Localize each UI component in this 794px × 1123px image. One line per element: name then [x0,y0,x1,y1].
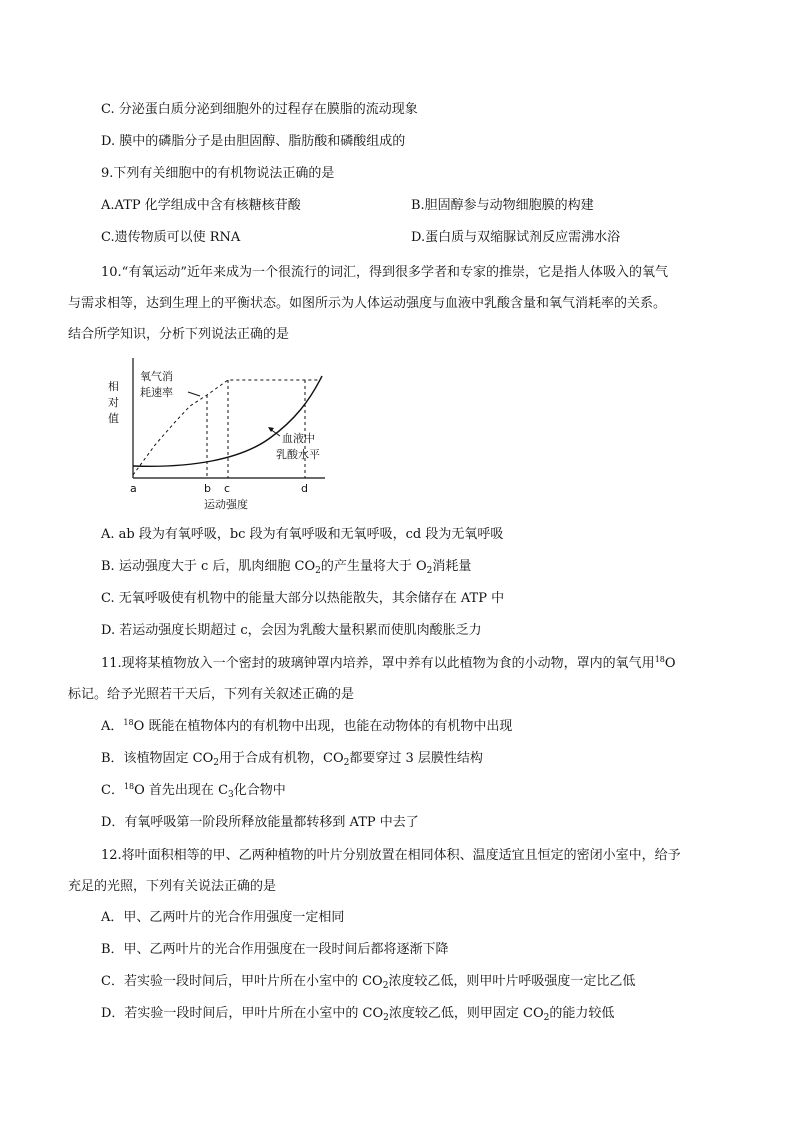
q11-option-d: D．有氧呼吸第一阶段所释放能量都转移到 ATP 中去了 [101,815,419,830]
q12-option-a: A．甲、乙两叶片的光合作用强度一定相同 [101,910,345,925]
q11-option-a: A．$^{18}$O 既能在植物体内的有机物中出现，也能在动物体的有机物中出现 [101,718,513,734]
q10-stem-line1: 10.“有氧运动”近年来成为一个很流行的词汇，得到很多学者和专家的推崇，它是指人体吸入的氧气 [101,265,668,280]
o2-pointer [188,392,200,396]
tick-c: c [224,482,231,495]
y-label-3: 值 [108,412,119,425]
q9-option-c: C.遗传物质可以使 RNA [101,230,241,245]
q10-stem-line2: 与需求相等，达到生理上的平衡状态。如图所示为人体运动强度与血液中乳酸含量和氧气消耗率的关系。 [68,296,667,311]
q10-option-d: D. 若运动强度长期超过 c，会因为乳酸大量积累而使肌肉酸胀乏力 [101,623,482,638]
tick-a: a [130,482,137,495]
q10-option-c: C. 无氧呼吸使有机物中的能量大部分以热能散失，其余储存在 ATP 中 [101,591,505,606]
q10-figure [100,350,330,515]
q11-stem-line2: 标记。给予光照若干天后，下列有关叙述正确的是 [68,687,355,702]
q9-stem: 9.下列有关细胞中的有机物说法正确的是 [101,166,335,181]
q12-stem-line1: 12.将叶面积相等的甲、乙两种植物的叶片分别放置在相同体积、温度适宜且恒定的密闭小室中，给予 [101,848,681,863]
q10-option-b: B. 运动强度大于 c 后，肌肉细胞 $CO_2$的产生量将大于 $O_2$消耗量 [101,559,472,576]
q12-option-c: C．若实验一段时间后，甲叶片所在小室中的 $CO_2$浓度较乙低，则甲叶片呼吸强度一定比乙低 [101,974,636,991]
lactate-label-2: 乳酸水平 [276,448,320,461]
q11-option-c: C．$^{18}$O 首先出现在 $C_3$化合物中 [101,782,286,800]
q12-option-d: D．若实验一段时间后，甲叶片所在小室中的 $CO_2$浓度较乙低，则甲固定 $CO_2$的能力较低 [101,1006,615,1023]
q12-option-b: B．甲、乙两叶片的光合作用强度在一段时间后都将逐渐下降 [101,942,449,957]
q10-stem-line3: 结合所学知识，分析下列说法正确的是 [68,327,290,342]
q8-option-c: C. 分泌蛋白质分泌到细胞外的过程存在膜脂的流动现象 [101,102,418,117]
q11-stem-line1: 11.现将某植物放入一个密封的玻璃钟罩内培养，罩中养有以此植物为食的小动物，罩内的氧气用$^{18}$O [101,655,676,671]
q10-option-a: A. ab 段为有氧呼吸，bc 段为有氧呼吸和无氧呼吸，cd 段为无氧呼吸 [101,527,504,542]
q9-option-a: A.ATP 化学组成中含有核糖核苷酸 [101,198,301,213]
q9-option-b: B.胆固醇参与动物细胞膜的构建 [411,198,594,213]
o2-label-2: 耗速率 [140,386,173,399]
x-label: 运动强度 [204,498,248,511]
q8-option-d: D. 膜中的磷脂分子是由胆固醇、脂肪酸和磷酸组成的 [101,134,406,149]
y-label-1: 相 [108,380,119,393]
q9-option-d: D.蛋白质与双缩脲试剂反应需沸水浴 [411,230,621,245]
lactate-label-1: 血液中 [282,432,315,445]
y-label-2: 对 [108,396,119,409]
tick-b: b [204,482,211,495]
q11-option-b: B．该植物固定 $CO_2$用于合成有机物，$CO_2$都要穿过 3 层膜性结构 [101,751,483,768]
o2-label-1: 氧气消 [140,370,173,383]
tick-d: d [301,482,308,495]
q12-stem-line2: 充足的光照，下列有关说法正确的是 [68,879,277,894]
